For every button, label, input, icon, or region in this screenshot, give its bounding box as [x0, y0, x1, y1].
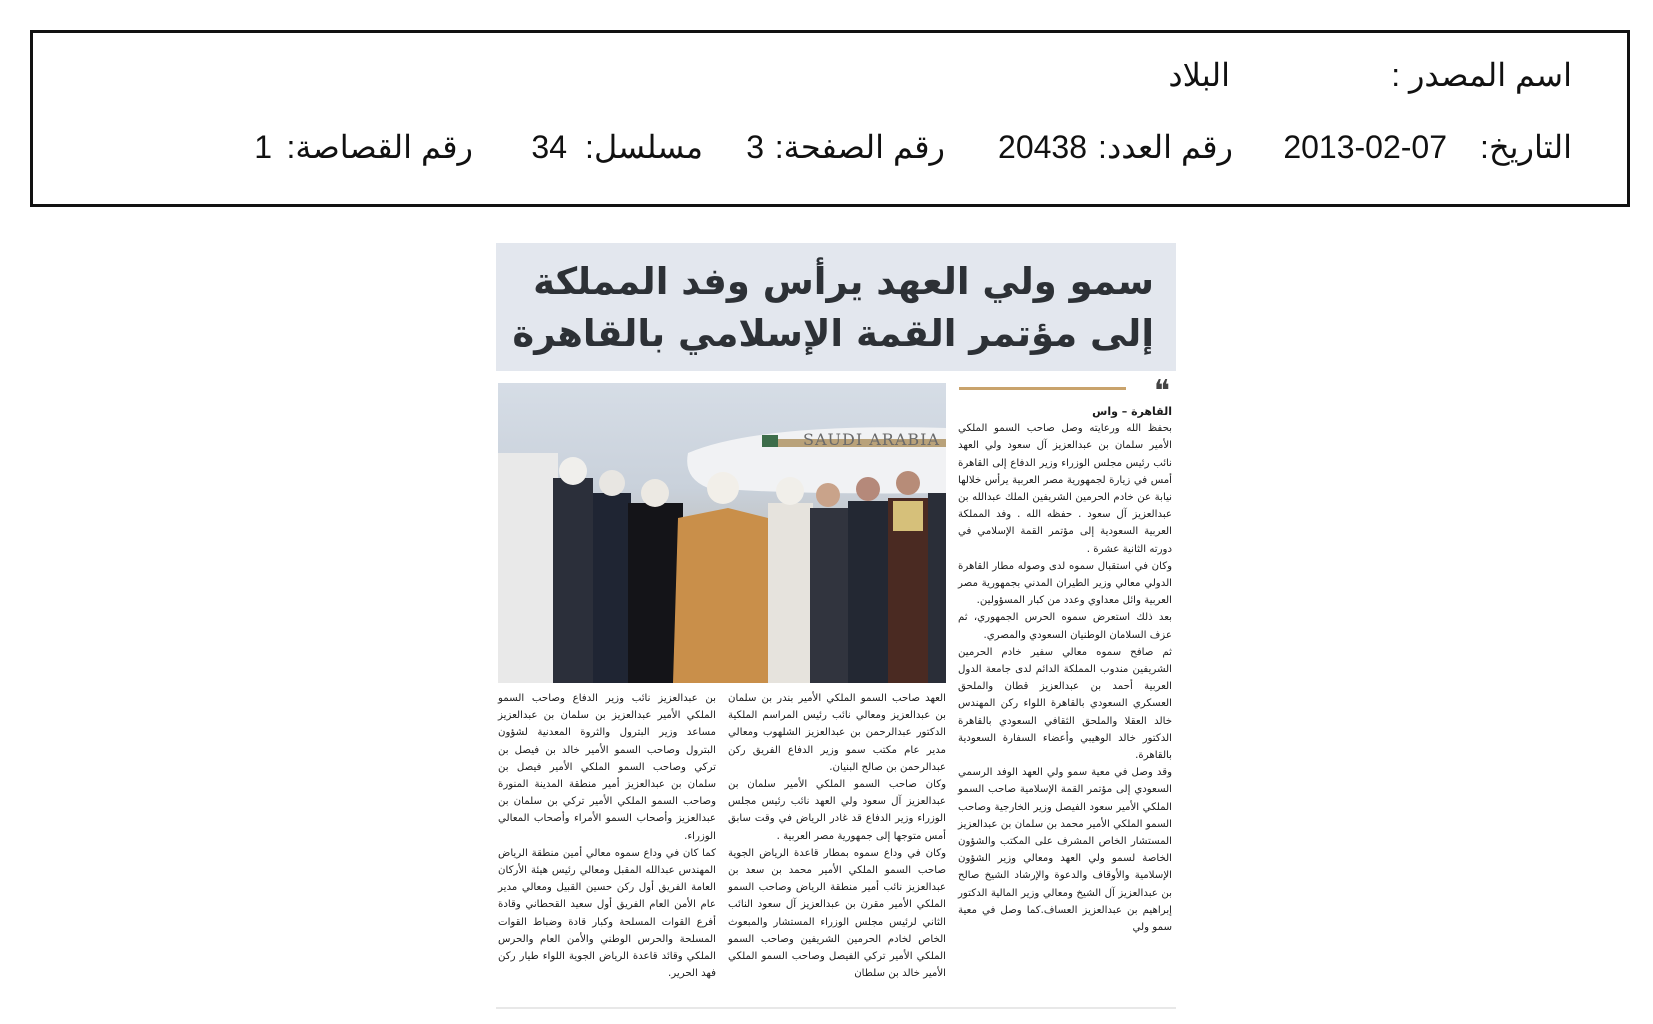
- date-label: التاريخ:: [1480, 129, 1572, 165]
- paragraph: ثم صافح سموه معالي سفير خادم الحرمين الشريفين مندوب المملكة الدائم لدى جامعة الدول العربية أحمد بن عبدالعزيز قطان والملحق العسكري السعودي بالقاهرة اللواء ركن المهندس خالد العقلا والملحق الثقافي السعودي بالقاهرة الدكتور خالد الوهيبي وأعضاء السفارة السعودية بالقاهرة.: [958, 646, 1172, 762]
- serial-label: مسلسل:: [585, 129, 703, 165]
- headline-banner: [496, 243, 1176, 371]
- quote-mark-icon: ❝: [1153, 374, 1170, 409]
- article-column-middle: [728, 690, 946, 982]
- dateline: القاهرة – واس: [1092, 405, 1172, 418]
- aircraft-lettering: SAUDI ARABIA: [803, 430, 941, 449]
- paragraph: بن عبدالعزيز نائب وزير الدفاع وصاحب السمو الملكي الأمير عبدالعزيز بن سلمان بن عبدالعزيز مساعد وزير البترول والثروة المعدنية لشؤون البترول وصاحب السمو الأمير خالد بن فيصل بن تركي وصاحب السمو الملكي الأمير فيصل بن سلمان بن عبدالعزيز أمير منطقة المدينة المنورة وصاحب السمو الملكي الأمير تركي بن سلمان بن عبدالعزيز وأصحاب السمو الأمراء وأصحاب المعالي الوزراء.: [498, 693, 716, 842]
- paragraph: بحفظ الله ورعايته وصل صاحب السمو الملكي الأمير سلمان بن عبدالعزيز آل سعود ولي العهد نائب رئيس مجلس الوزراء وزير الدفاع إلى القاهرة أمس في زيارة لجمهورية مصر العربية يرأس خلالها نيابة عن خادم الحرمين الشريفين الملك عبدالله بن عبدالعزيز آل سعود . حفظه الله . وفد المملكة العربية السعودية إلى مؤتمر القمة الإسلامي في دورته الثانية عشرة .: [958, 423, 1172, 555]
- clip-label: رقم القصاصة:: [286, 129, 473, 165]
- clipping-bottom-rule: [496, 1007, 1176, 1009]
- paragraph: وكان في وداع سموه بمطار قاعدة الرياض الجوية صاحب السمو الملكي الأمير محمد بن سعد بن عبدالعزيز نائب أمير منطقة الرياض وصاحب السمو الملكي الأمير مقرن بن عبدالعزيز آل سعود النائب الثاني لرئيس مجلس الوزراء المستشار والمبعوث الخاص لخادم الحرمين الشريفين وصاحب السمو الملكي الأمير تركي الفيصل وصاحب السمو الملكي الأمير خالد بن سلطان: [728, 847, 946, 980]
- article-column-right: [958, 403, 1172, 936]
- paragraph: وكان صاحب السمو الملكي الأمير سلمان بن عبدالعزيز آل سعود ولي العهد نائب رئيس مجلس الوزراء وزير الدفاع قد غادر الرياض في وقت سابق أمس متوجها إلى جمهورية مصر العربية .: [728, 779, 946, 842]
- headline-line-1: سمو ولي العهد يرأس وفد المملكة: [533, 260, 1154, 303]
- article-photo: [498, 383, 946, 683]
- date-value: 2013-02-07: [1283, 129, 1447, 165]
- issue-value: 20438: [998, 129, 1087, 165]
- clip-value: 1: [254, 129, 272, 165]
- paragraph: بعد ذلك استعرض سموه الحرس الجمهوري، ثم عزف السلامان الوطنيان السعودي والمصري.: [958, 612, 1172, 641]
- serial-value: 34: [531, 129, 567, 165]
- quote-rule: [959, 387, 1126, 390]
- paragraph: وقد وصل في معية سمو ولي العهد الوفد الرسمي السعودي إلى مؤتمر القمة الإسلامية صاحب السمو الملكي الأمير سعود الفيصل وزير الخارجية وصاحب السمو الملكي الأمير محمد بن سلمان بن عبدالعزيز المستشار الخاص المشرف على المكتب والشؤون الخاصة لسمو ولي العهد ومعالي وزير الشؤون الإسلامية والأوقاف والدعوة والإرشاد الشيخ صالح بن عبدالعزيز آل الشيخ ومعالي وزير المالية الدكتور إبراهيم بن عبدالعزيز العساف.كما وصل في معية سمو ولي: [958, 767, 1172, 934]
- issue-label: رقم العدد:: [1098, 129, 1233, 165]
- aircraft-flag: [762, 435, 778, 447]
- article-column-left: [498, 690, 716, 982]
- headline-line-2: إلى مؤتمر القمة الإسلامي بالقاهرة: [512, 312, 1154, 355]
- source-label: اسم المصدر :: [1391, 57, 1572, 93]
- paragraph: العهد صاحب السمو الملكي الأمير بندر بن سلمان بن عبدالعزيز ومعالي نائب رئيس المراسم الملكية الدكتور عبدالرحمن بن عبدالعزيز الشلهوب ومعالي مدير عام مكتب سمو وزير الدفاع الفريق ركن عبدالرحمن بن صالح البنيان.: [728, 693, 946, 773]
- paragraph: كما كان في وداع سموه معالي أمين منطقة الرياض المهندس عبدالله المقبل ومعالي رئيس هيئة الأركان العامة الفريق أول ركن حسين القبيل ومعالي مدير عام الأمن العام الفريق أول سعيد القحطاني وقادة أفرع القوات المسلحة وكبار قادة وضباط القوات المسلحة والحرس الوطني والأمن العام والحرس الملكي وقائد قاعدة الرياض الجوية اللواء طيار ركن فهد الحرير.: [498, 847, 716, 980]
- source-value: البلاد: [1168, 57, 1230, 93]
- page-label: رقم الصفحة:: [774, 129, 945, 165]
- newspaper-clipping: [496, 243, 1176, 1013]
- page-value: 3: [746, 129, 764, 165]
- people-group: [498, 453, 946, 683]
- paragraph: وكان في استقبال سموه لدى وصوله مطار القاهرة الدولي معالي وزير الطيران المدني بجمهورية مصر العربية وائل معداوي وعدد من كبار المسؤولين.: [958, 560, 1172, 607]
- source-info-box: [30, 30, 1630, 207]
- photo-illustration: [498, 383, 946, 683]
